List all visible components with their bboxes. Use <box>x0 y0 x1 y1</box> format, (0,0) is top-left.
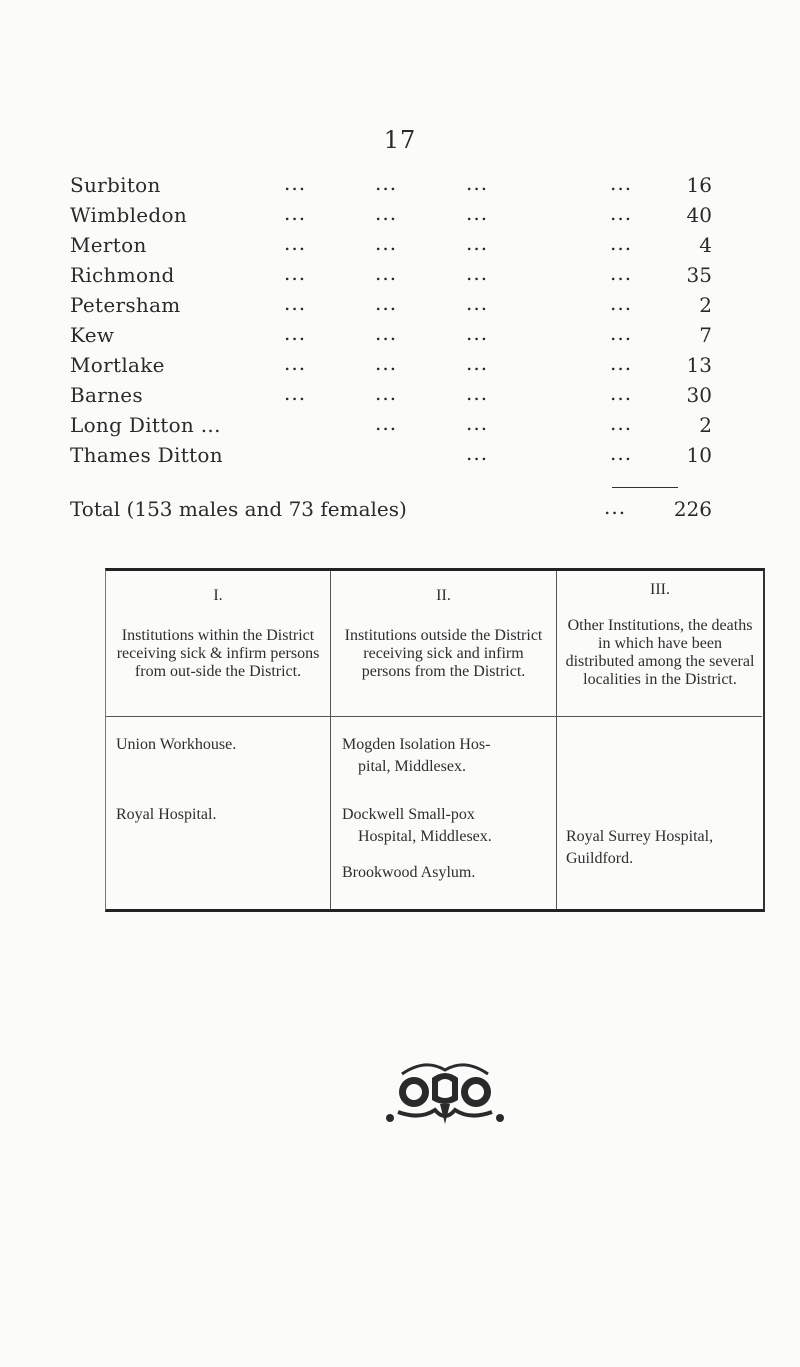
list-item: Barnes ... ... ... ... 30 <box>70 380 720 410</box>
locality-count: 40 <box>686 203 712 227</box>
list-item: Richmond ... ... ... ... 35 <box>70 260 720 290</box>
col2-entry: Dockwell Small-pox <box>342 806 475 823</box>
column-header-1 <box>106 587 330 681</box>
column-numeral: I. <box>213 587 223 604</box>
list-item: Wimbledon ... ... ... ... 40 <box>70 200 720 230</box>
locality-name: Petersham <box>70 293 181 317</box>
leader-dots: ... <box>604 495 627 519</box>
list-item: Surbiton ... ... ... ... 16 <box>70 170 720 200</box>
list-item: Kew ... ... ... ... 7 <box>70 320 720 350</box>
locality-name: Merton <box>70 233 147 257</box>
column-numeral: II. <box>436 587 451 604</box>
locality-name: Barnes <box>70 383 143 407</box>
locality-name: Thames Ditton <box>70 443 223 467</box>
total-row <box>70 494 720 524</box>
col3-entry: Royal Surrey Hospital, <box>566 828 714 845</box>
list-item: Merton ... ... ... ... 4 <box>70 230 720 260</box>
column-heading: Other Institutions, the deaths in which have been distributed among the several localities in the District. <box>565 617 755 688</box>
locality-name: Surbiton <box>70 173 161 197</box>
locality-count: 30 <box>686 383 712 407</box>
locality-name: Long Ditton ... <box>70 413 221 437</box>
col1-entry: Royal Hospital. <box>116 806 217 823</box>
locality-count: 2 <box>699 293 712 317</box>
page-number: 17 <box>383 126 417 154</box>
col2-entry: Mogden Isolation Hos- <box>342 736 491 753</box>
locality-count: 13 <box>686 353 712 377</box>
column-heading: Institutions outside the District receiving sick and infirm persons from the District. <box>344 627 543 680</box>
printer-ornament-icon <box>380 1060 510 1128</box>
col1-entry: Union Workhouse. <box>116 736 237 753</box>
list-item: Thames Ditton ... ... 10 <box>70 440 720 470</box>
locality-count: 35 <box>686 263 712 287</box>
header-rule <box>106 716 762 717</box>
locality-count: 4 <box>699 233 712 257</box>
column-numeral: III. <box>650 581 670 598</box>
column-heading: Institutions within the District receiving sick & infirm persons from out-side the District. <box>116 627 320 680</box>
locality-count: 16 <box>686 173 712 197</box>
col2-entry: Brookwood Asylum. <box>342 864 476 881</box>
locality-name: Wimbledon <box>70 203 188 227</box>
total-count: 226 <box>673 497 712 521</box>
col2-entry: Hospital, Middlesex. <box>358 828 492 845</box>
locality-count: 7 <box>699 323 712 347</box>
leader-dots: ... <box>284 171 307 195</box>
locality-name: Mortlake <box>70 353 165 377</box>
column-header-2 <box>331 587 556 681</box>
list-item: Long Ditton ... ... ... ... 2 <box>70 410 720 440</box>
list-item: Petersham ... ... ... ... 2 <box>70 290 720 320</box>
locality-name: Kew <box>70 323 115 347</box>
column-header-3 <box>557 581 763 689</box>
total-label: Total (153 males and 73 females) <box>70 497 407 521</box>
col2-entry: pital, Middlesex. <box>358 758 466 775</box>
list-item: Mortlake ... ... ... ... 13 <box>70 350 720 380</box>
locality-count: 10 <box>686 443 712 467</box>
col3-entry: Guildford. <box>566 850 634 867</box>
institutions-table <box>105 568 765 912</box>
sum-rule <box>612 487 678 488</box>
locality-list <box>70 170 720 470</box>
locality-name: Richmond <box>70 263 175 287</box>
locality-count: 2 <box>699 413 712 437</box>
